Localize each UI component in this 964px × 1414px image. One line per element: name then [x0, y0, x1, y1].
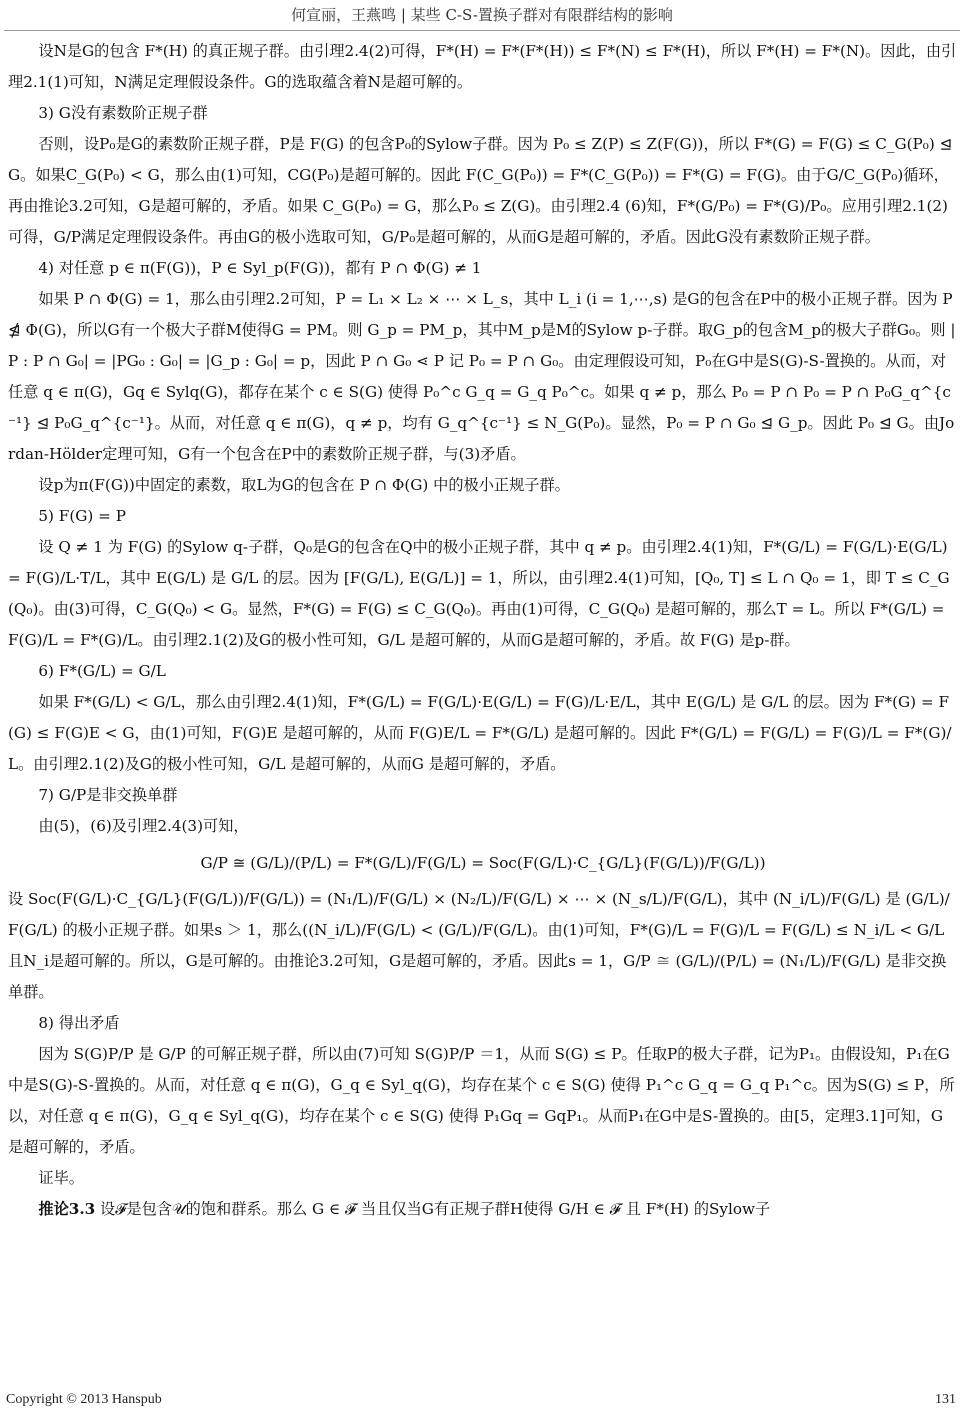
paragraph: 因为 S(G)P/P 是 G/P 的可解正规子群，所以由(7)可知 S(G)P/P ＝1，从而 S(G) ≤ P。任取P的极大子群，记为P₁。由假设知，P₁在G中是S(G)-S-置换的。从而，对任意 q ∈ π(G)，G_q ∈ Syl_q(G)，均存在某个 c ∈ S(G) 使得 P₁^c G_q = G_q P₁^c。因为S(G) ≤ P，所以，对任意 q ∈ π(G)，G_q ∈ Syl_q(G)，均存在某个 c ∈ S(G) 使得 P₁Gq = GqP₁。从而P₁在G中是S-置换的。由[5，定理3.1]可知，G是超可解的，矛盾。: [8, 1045, 955, 1156]
paragraph: 设 Q ≠ 1 为 F(G) 的Sylow q-子群，Q₀是G的包含在Q中的极小正规子群，其中 q ≠ p。由引理2.4(1)知，F*(G/L) = F(G/L)·E(G/L) = F(G)/L·T/L，其中 E(G/L) 是 G/L 的层。因为 [F(G/L), E(G/L)] = 1，所以，由引理2.4(1)可知，[Q₀, T] ≤ L ∩ Q₀ = 1，即 T ≤ C_G(Q₀)。由(3)可得，C_G(Q₀) < G。显然，F*(G) = F(G) ≤ C_G(Q₀)。再由(1)可得，C_G(Q₀) 是超可解的，那么T = L。所以 F*(G/L) = F(G)/L = F*(G)/L。由引理2.1(2)及G的极小性可知，G/L 是超可解的，从而G是超可解的，矛盾。故 F(G) 是p-群。: [8, 538, 950, 649]
section-heading: 7) G/P是非交换单群: [38, 786, 178, 804]
header-rule: [4, 30, 960, 31]
page-number: 131: [935, 1392, 956, 1407]
paragraph: 否则，设P₀是G的素数阶正规子群，P是 F(G) 的包含P₀的Sylow子群。因为 P₀ ≤ Z(P) ≤ Z(F(G))，所以 F*(G) = F(G) ≤ C_G(P₀) ⊴ G。如果C_G(P₀) < G，那么由(1)可知，CG(P₀)是超可解的。因此 F(C_G(P₀)) = F*(C_G(P₀)) = F*(G) = F(G)。由于G/C_G(P₀)循环，再由推论3.2可知，G是超可解的，矛盾。如果 C_G(P₀) = G，那么P₀ ≤ Z(G)。由引理2.4 (6)知，F*(G/P₀) = F*(G)/P₀。应用引理2.1(2)可得，G/P满足定理假设条件。再由G的极小选取可知，G/P₀是超可解的，从而G是超可解的，矛盾。因此G没有素数阶正规子群。: [8, 135, 953, 246]
section-heading: 3) G没有素数阶正规子群: [38, 104, 208, 122]
section-heading: 4) 对任意 p ∈ π(F(G))，P ∈ Syl_p(F(G))，都有 P ∩ Φ(G) ≠ 1: [38, 259, 482, 277]
display-equation: G/P ≅ (G/L)/(P/L) = F*(G/L)/F(G/L) = Soc(F(G/L)·C_{G/L}(F(G/L))/F(G/L)): [200, 854, 766, 872]
page-body: [8, 36, 958, 1225]
corollary: [8, 1194, 958, 1225]
paragraph: 设p为π(F(G))中固定的素数，取L为G的包含在 P ∩ Φ(G) 中的极小正规子群。: [38, 476, 570, 494]
section-heading: 5) F(G) = P: [38, 507, 126, 525]
section-heading: 8) 得出矛盾: [38, 1014, 120, 1032]
corollary-text: 设𝓕是包含𝒰的饱和群系。那么 G ∈ 𝓕 当且仅当G有正规子群H使得 G/H ∈ 𝓕 且 F*(H) 的Sylow子: [100, 1200, 771, 1218]
paragraph: 设 Soc(F(G/L)·C_{G/L}(F(G/L))/F(G/L)) = (N₁/L)/F(G/L) × (N₂/L)/F(G/L) × ⋯ × (N_s/L)/F(G/L)，其中 (N_i/L)/F(G/L) 是 (G/L)/F(G/L) 的极小正规子群。如果s ＞ 1，那么((N_i/L)/F(G/L) < (G/L)/F(G/L)。由(1)可知，F*(G)/L = F(G)/L = F(G/L) ≤ N_i/L < G/L 且N_i是超可解的。所以，G是可解的。由推论3.2可知，G是超可解的，矛盾。因此s = 1，G/P ≅ (G/L)/(P/L) = (N₁/L)/F(G/L) 是非交换单群。: [8, 890, 950, 1001]
corollary-label: 推论3.3: [38, 1200, 96, 1218]
paragraph: 如果 P ∩ Φ(G) = 1，那么由引理2.2可知，P = L₁ × L₂ × ⋯ × L_s，其中 L_i (i = 1,⋯,s) 是G的包含在P中的极小正规子群。因为 P ⋬ Φ(G)，所以G有一个极大子群M使得G = PM。则 G_p = PM_p，其中M_p是M的Sylow p-子群。取G_p的包含M_p的极大子群G₀。则 |P : P ∩ G₀| = |PG₀ : G₀| = |G_p : G₀| = p，因此 P ∩ G₀ ⋖ P 记 P₀ = P ∩ G₀。由定理假设可知，P₀在G中是S(G)-S-置换的。从而，对任意 q ∈ π(G)，Gq ∈ Sylq(G)，都存在某个 c ∈ S(G) 使得 P₀^c G_q = G_q P₀^c。如果 q ≠ p，那么 P₀ = P ∩ P₀ = P ∩ P₀G_q^{c⁻¹} ⊴ P₀G_q^{c⁻¹}。从而，对任意 q ∈ π(G)，q ≠ p，均有 G_q^{c⁻¹} ≤ N_G(P₀)。显然，P₀ = P ∩ G₀ ⊴ G_p。因此 P₀ ⊴ G。由Jordan-Hölder定理可知，G有一个包含在P中的素数阶正规子群，与(3)矛盾。: [8, 290, 956, 463]
paragraph: 如果 F*(G/L) < G/L，那么由引理2.4(1)知，F*(G/L) = F(G/L)·E(G/L) = F(G)/L·E/L，其中 E(G/L) 是 G/L 的层。因为 F*(G) = F(G) ≤ F(G)E < G，由(1)可知，F(G)E 是超可解的，从而 F(G)E/L = F*(G/L) 是超可解的。因此 F*(G/L) = F(G/L) = F(G)/L = F*(G)/L。由引理2.1(2)及G的极小性可知，G/L 是超可解的，从而G 是超可解的，矛盾。: [8, 693, 952, 773]
copyright-footer: Copyright © 2013 Hanspub: [6, 1392, 162, 1407]
running-header: 何宣丽，王燕鸣 | 某些 C-S-置换子群对有限群结构的影响: [291, 6, 673, 24]
paragraph: 由(5)，(6)及引理2.4(3)可知，: [38, 817, 249, 835]
proof-end: 证毕。: [38, 1169, 84, 1187]
section-heading: 6) F*(G/L) = G/L: [38, 662, 166, 680]
paragraph: 设N是G的包含 F*(H) 的真正规子群。由引理2.4(2)可得，F*(H) = F*(F*(H)) ≤ F*(N) ≤ F*(H)，所以 F*(H) = F*(N)。因此，由引理2.1(1)可知，N满足定理假设条件。G的选取蕴含着N是超可解的。: [8, 42, 957, 91]
